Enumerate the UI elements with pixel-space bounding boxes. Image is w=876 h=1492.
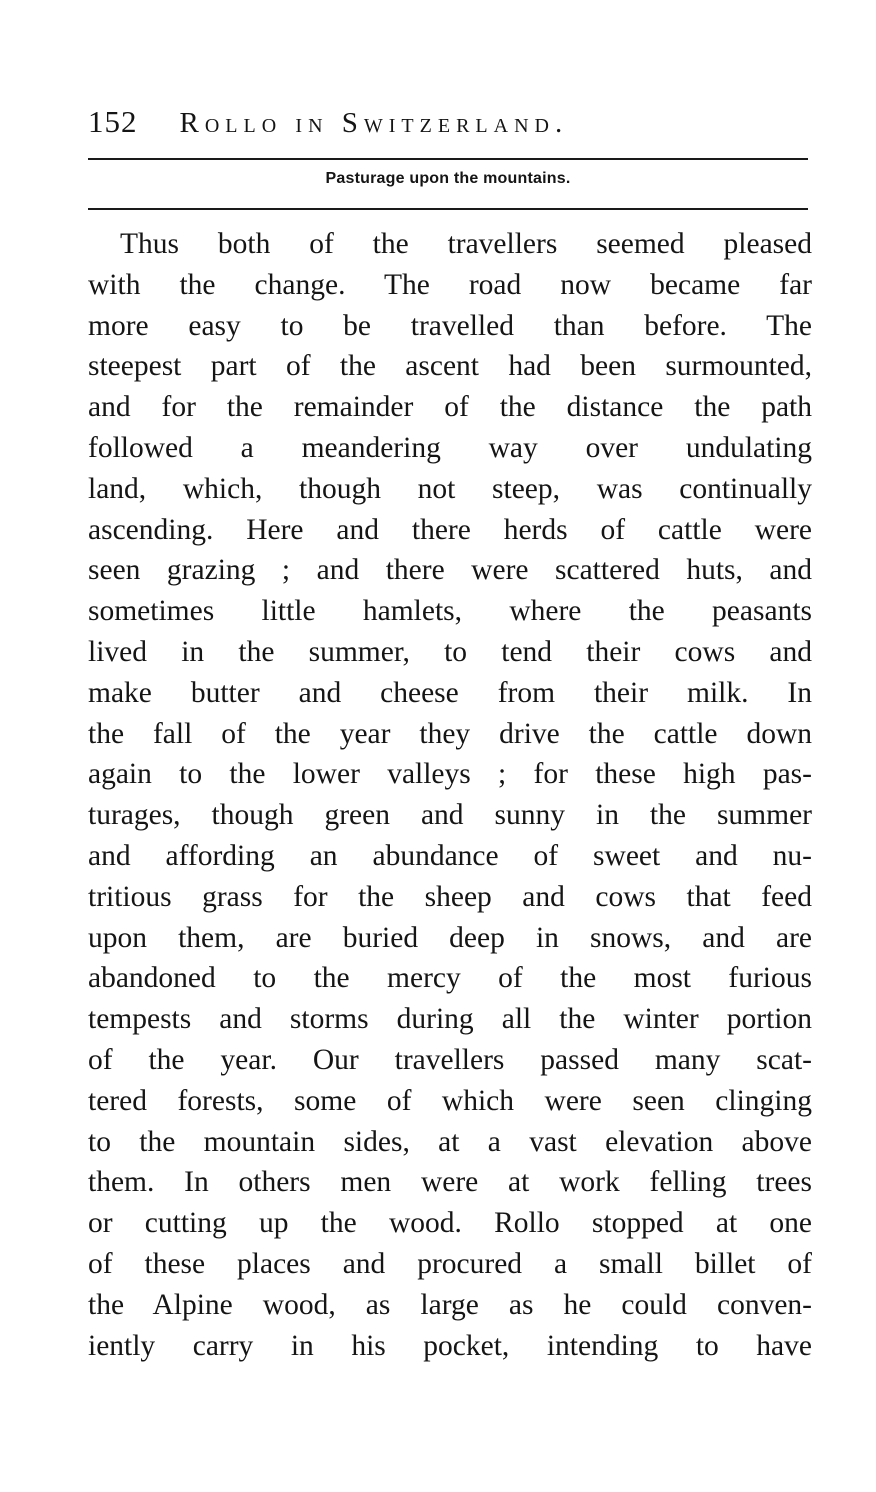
running-title: Rollo in Switzerland. (179, 107, 569, 139)
text-line: of these places and procured a small billet of (88, 1247, 812, 1280)
text-line: lived in the summer, to tend their cows and (88, 635, 812, 668)
page-number: 152 (88, 104, 138, 139)
text-line: the fall of the year they drive the cattle down (88, 717, 812, 750)
text-line: more easy to be travelled than before. The (88, 309, 812, 342)
text-line: of the year. Our travellers passed many scat- (88, 1043, 812, 1076)
text-line: iently carry in his pocket, intending to have (88, 1329, 812, 1362)
text-line: steepest part of the ascent had been surmounted, (88, 350, 812, 383)
text-line: seen grazing ; and there were scattered huts, and (88, 554, 812, 587)
text-line: tered forests, some of which were seen clinging (88, 1084, 812, 1117)
text-line: upon them, are buried deep in snows, and are (88, 921, 812, 954)
text-line: make butter and cheese from their milk. In (88, 676, 812, 709)
text-line: or cutting up the wood. Rollo stopped at one (88, 1207, 812, 1240)
text-line: with the change. The road now became far (88, 268, 812, 301)
header-rule-bottom (88, 208, 808, 210)
text-line: followed a meandering way over undulating (88, 431, 812, 464)
page-header (88, 104, 808, 148)
text-line: them. In others men were at work felling trees (88, 1166, 812, 1199)
text-line: sometimes little hamlets, where the peasants (88, 595, 812, 628)
text-line: tempests and storms during all the winter portion (88, 1003, 812, 1036)
text-line: the Alpine wood, as large as he could conven- (88, 1288, 812, 1321)
text-line: and affording an abundance of sweet and nu- (88, 839, 812, 872)
text-line: tritious grass for the sheep and cows that feed (88, 880, 812, 913)
text-line: turages, though green and sunny in the summer (88, 799, 812, 832)
text-line: again to the lower valleys ; for these high pas- (88, 758, 812, 791)
text-line: abandoned to the mercy of the most furious (88, 962, 812, 995)
header-rule-top (88, 158, 808, 160)
body-paragraph (88, 224, 812, 1366)
text-line: and for the remainder of the distance the path (88, 391, 812, 424)
text-line: to the mountain sides, at a vast elevation above (88, 1125, 812, 1158)
side-note-heading: Pasturage upon the mountains. (325, 170, 571, 187)
text-line: ascending. Here and there herds of cattle were (88, 513, 812, 546)
text-line: Thus both of the travellers seemed pleased (120, 228, 812, 260)
text-line: land, which, though not steep, was continually (88, 472, 812, 505)
